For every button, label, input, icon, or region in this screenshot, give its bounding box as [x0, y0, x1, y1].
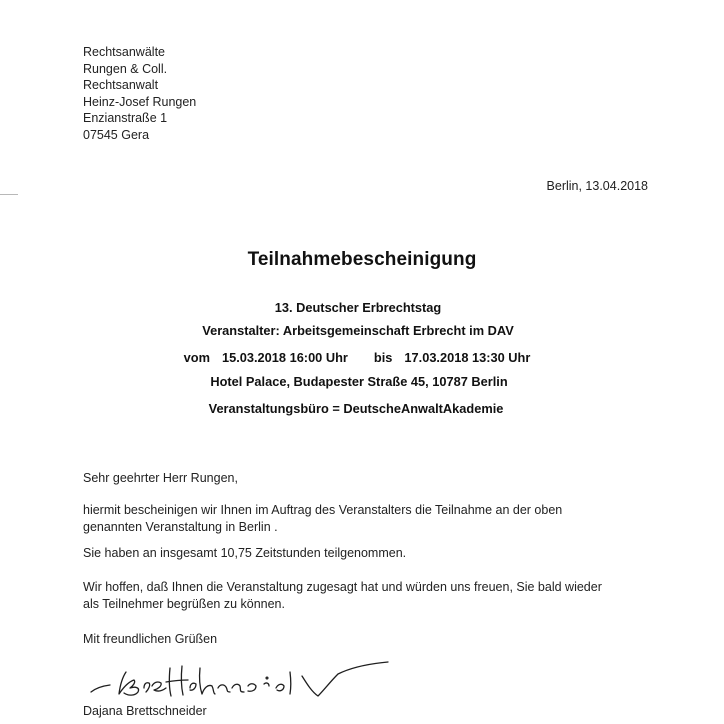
event-from-label: vom — [183, 350, 210, 365]
letter-salutation: Sehr geehrter Herr Rungen, — [83, 471, 238, 485]
signer-name: Dajana Brettschneider — [83, 704, 207, 718]
event-to-value: 17.03.2018 13:30 Uhr — [404, 350, 531, 365]
document-title: Teilnahmebescheinigung — [247, 249, 477, 270]
sender-address — [83, 44, 196, 144]
fold-mark — [0, 194, 18, 195]
paragraph-line: genannten Veranstaltung in Berlin . — [83, 520, 278, 534]
event-dates — [0, 350, 719, 365]
event-office: Veranstaltungsbüro = DeutscheAnwaltAkademie — [208, 401, 504, 416]
event-venue: Hotel Palace, Budapester Straße 45, 10787 Berlin — [210, 374, 508, 389]
sender-line-name: Heinz-Josef Rungen — [83, 94, 197, 109]
paragraph-line: Wir hoffen, daß Ihnen die Veranstaltung zugesagt hat und würden uns freuen, Sie bald wieder — [83, 580, 602, 594]
letter-closing: Mit freundlichen Grüßen — [83, 632, 218, 646]
sender-line-street: Enzianstraße 1 — [83, 111, 168, 126]
sender-line-firm-name: Rungen & Coll. — [83, 61, 168, 76]
sender-line-title: Rechtsanwalt — [83, 78, 159, 93]
letter-date: Berlin, 13.04.2018 — [546, 179, 648, 193]
paragraph-line: als Teilnehmer begrüßen zu können. — [83, 597, 285, 611]
letter-paragraph-hours: Sie haben an insgesamt 10,75 Zeitstunden teilgenommen. — [83, 546, 407, 560]
letter-paragraph-confirmation — [83, 502, 643, 536]
sender-line-city: 07545 Gera — [83, 127, 150, 142]
event-to-label: bis — [373, 350, 393, 365]
paragraph-line: hiermit bescheinigen wir Ihnen im Auftrag des Veranstalters die Teilnahme an der oben — [83, 503, 563, 517]
event-from-value: 15.03.2018 16:00 Uhr — [221, 350, 348, 365]
letter-paragraph-closing-wish — [83, 579, 643, 613]
event-name: 13. Deutscher Erbrechtstag — [274, 300, 442, 315]
event-organizer: Veranstalter: Arbeitsgemeinschaft Erbrecht im DAV — [202, 323, 514, 338]
sender-line-firm: Rechtsanwälte — [83, 45, 165, 59]
signature-icon — [88, 652, 408, 704]
